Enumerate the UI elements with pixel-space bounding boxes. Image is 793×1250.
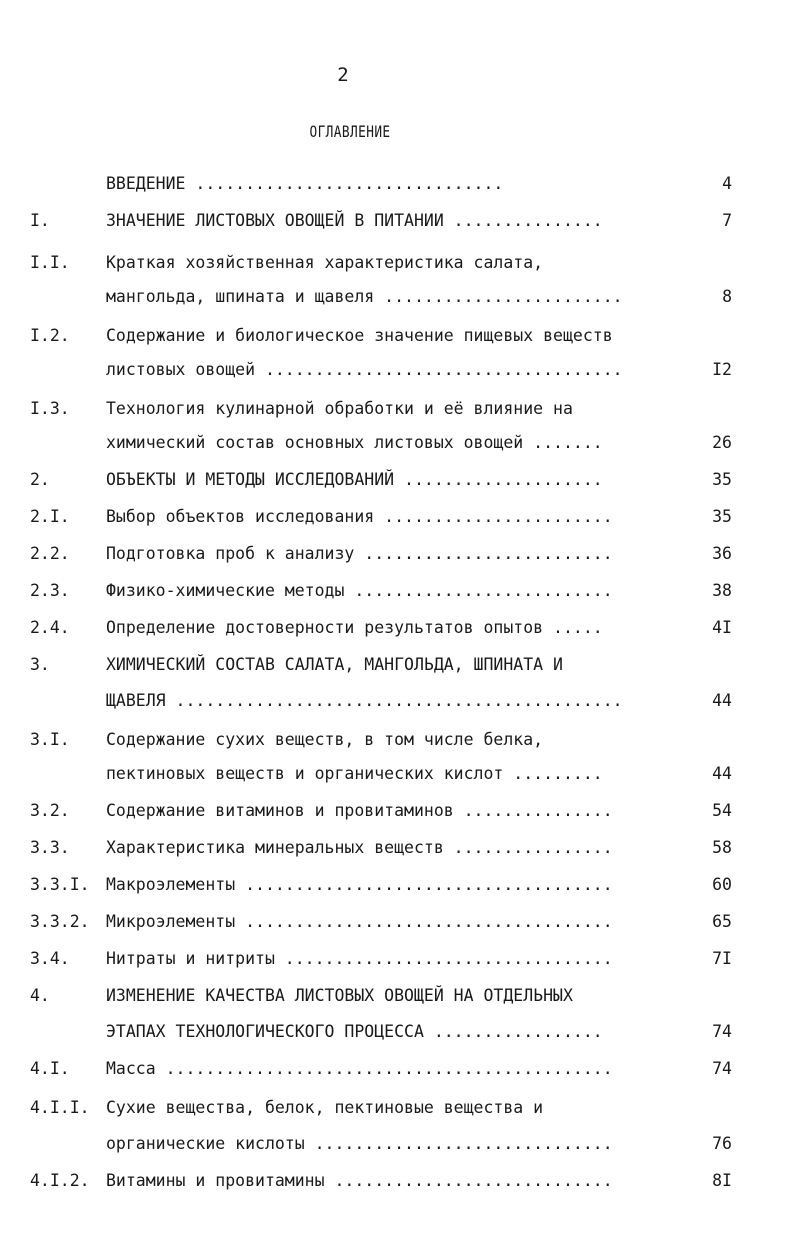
toc-line [0, 1057, 793, 1081]
toc-entry-page: 60 [712, 875, 732, 894]
toc-line [0, 799, 793, 823]
toc-line [0, 579, 793, 603]
toc-entry-page: 38 [712, 581, 732, 600]
toc-entry-text: ВВЕДЕНИЕ ............................... [106, 174, 504, 193]
toc-entry-text: пектиновых веществ и органических кислот ......... [106, 764, 603, 783]
toc-line [0, 209, 793, 233]
toc-entry-text: Выбор объектов исследования ....................... [106, 507, 613, 526]
toc-entry-page: 7 [722, 211, 732, 230]
toc-entry-number: 2.2. [30, 544, 70, 563]
toc-line [0, 431, 793, 455]
toc-entry-page: 74 [712, 1059, 732, 1078]
toc-line [0, 324, 793, 348]
toc-line [0, 1132, 793, 1156]
toc-entry-text: Краткая хозяйственная характеристика салата, [106, 253, 544, 272]
toc-line [0, 728, 793, 752]
toc-line [0, 836, 793, 860]
toc-entry-text: Сухие вещества, белок, пектиновые вещества и [106, 1098, 544, 1117]
toc-entry-number: 3.3.2. [30, 912, 90, 931]
toc-entry-text: органические кислоты .............................. [106, 1134, 613, 1153]
toc-entry-page: 35 [712, 470, 732, 489]
toc-entry-page: 7I [712, 949, 732, 968]
toc-entry-number: 3.3.I. [30, 875, 90, 894]
toc-line [0, 762, 793, 786]
toc-line [0, 984, 793, 1008]
toc-line [0, 251, 793, 275]
toc-entry-number: 2.4. [30, 618, 70, 637]
toc-line [0, 1096, 793, 1120]
toc-entry-page: 54 [712, 801, 732, 820]
toc-entry-number: 3. [30, 655, 50, 674]
toc-entry-text: ЗНАЧЕНИЕ ЛИСТОВЫХ ОВОЩЕЙ В ПИТАНИИ ............... [106, 211, 603, 230]
toc-entry-page: 8 [722, 287, 732, 306]
toc-entry-number: 3.I. [30, 730, 70, 749]
toc-line [0, 358, 793, 382]
toc-line [0, 616, 793, 640]
toc-entry-text: Подготовка проб к анализу ......................... [106, 544, 613, 563]
toc-entry-text: Масса ............................................. [106, 1059, 613, 1078]
toc-entry-text: Физико-химические методы .......................... [106, 581, 613, 600]
toc-entry-text: ХИМИЧЕСКИЙ СОСТАВ САЛАТА, МАНГОЛЬДА, ШПИНАТА И [106, 655, 563, 674]
toc-entry-text: Определение достоверности результатов опытов ..... [106, 618, 603, 637]
toc-line [0, 172, 793, 196]
toc-entry-number: I.2. [30, 326, 70, 345]
toc-entry-page: 4I [712, 618, 732, 637]
toc-entry-page: 65 [712, 912, 732, 931]
toc-entry-text: Характеристика минеральных веществ ................ [106, 838, 613, 857]
toc-entry-number: 3.3. [30, 838, 70, 857]
toc-entry-page: 58 [712, 838, 732, 857]
toc-line [0, 468, 793, 492]
toc-entry-text: Содержание сухих веществ, в том числе белка, [106, 730, 544, 749]
toc-entry-text: ИЗМЕНЕНИЕ КАЧЕСТВА ЛИСТОВЫХ ОВОЩЕЙ НА ОТДЕЛЬНЫХ [106, 986, 573, 1005]
toc-entry-text: ЭТАПАХ ТЕХНОЛОГИЧЕСКОГО ПРОЦЕССА ................. [106, 1022, 603, 1041]
toc-line [0, 873, 793, 897]
toc-entry-number: 3.4. [30, 949, 70, 968]
toc-line [0, 947, 793, 971]
page-number: 2 [337, 64, 349, 86]
toc-entry-page: 76 [712, 1134, 732, 1153]
toc-entry-number: 4. [30, 986, 50, 1005]
toc-entry-text: Микроэлементы ..................................... [106, 912, 613, 931]
toc-entry-text: Макроэлементы ..................................... [106, 875, 613, 894]
toc-line [0, 1020, 793, 1044]
toc-line [0, 689, 793, 713]
toc-entry-page: 4 [722, 174, 732, 193]
toc-entry-text: Нитраты и нитриты ................................. [106, 949, 613, 968]
toc-entry-page: 74 [712, 1022, 732, 1041]
toc-entry-number: I.3. [30, 399, 70, 418]
toc-entry-page: 36 [712, 544, 732, 563]
toc-line [0, 910, 793, 934]
toc-line [0, 285, 793, 309]
toc-entry-number: 2. [30, 470, 50, 489]
toc-entry-text: мангольда, шпината и щавеля ........................ [106, 287, 623, 306]
toc-line [0, 653, 793, 677]
toc-entry-page: 44 [712, 764, 732, 783]
toc-entry-text: ОБЪЕКТЫ И МЕТОДЫ ИССЛЕДОВАНИЙ .................... [106, 470, 603, 489]
toc-line [0, 1169, 793, 1193]
toc-entry-number: I.I. [30, 253, 70, 272]
toc-title: ОГЛАВЛЕНИЕ [309, 122, 391, 141]
toc-entry-text: ЩАВЕЛЯ ............................................. [106, 691, 623, 710]
toc-entry-number: 4.I.I. [30, 1098, 90, 1117]
toc-line [0, 397, 793, 421]
toc-entry-text: листовых овощей .................................... [106, 360, 623, 379]
toc-entry-text: Технология кулинарной обработки и её влияние на [106, 399, 573, 418]
toc-entry-page: 35 [712, 507, 732, 526]
toc-entry-number: 2.I. [30, 507, 70, 526]
toc-line [0, 505, 793, 529]
toc-entry-text: Содержание витаминов и провитаминов ............... [106, 801, 613, 820]
toc-entry-number: 3.2. [30, 801, 70, 820]
toc-entry-text: химический состав основных листовых овощей ....... [106, 433, 603, 452]
toc-entry-text: Витамины и провитамины ............................ [106, 1171, 613, 1190]
toc-entry-text: Содержание и биологическое значение пищевых веществ [106, 326, 613, 345]
toc-entry-page: 44 [712, 691, 732, 710]
toc-entry-page: 8I [712, 1171, 732, 1190]
toc-entry-page: I2 [712, 360, 732, 379]
toc-entry-number: I. [30, 211, 50, 230]
toc-entry-number: 4.I. [30, 1059, 70, 1078]
toc-entry-number: 2.3. [30, 581, 70, 600]
toc-line [0, 542, 793, 566]
toc-entry-page: 26 [712, 433, 732, 452]
toc-entry-number: 4.I.2. [30, 1171, 90, 1190]
